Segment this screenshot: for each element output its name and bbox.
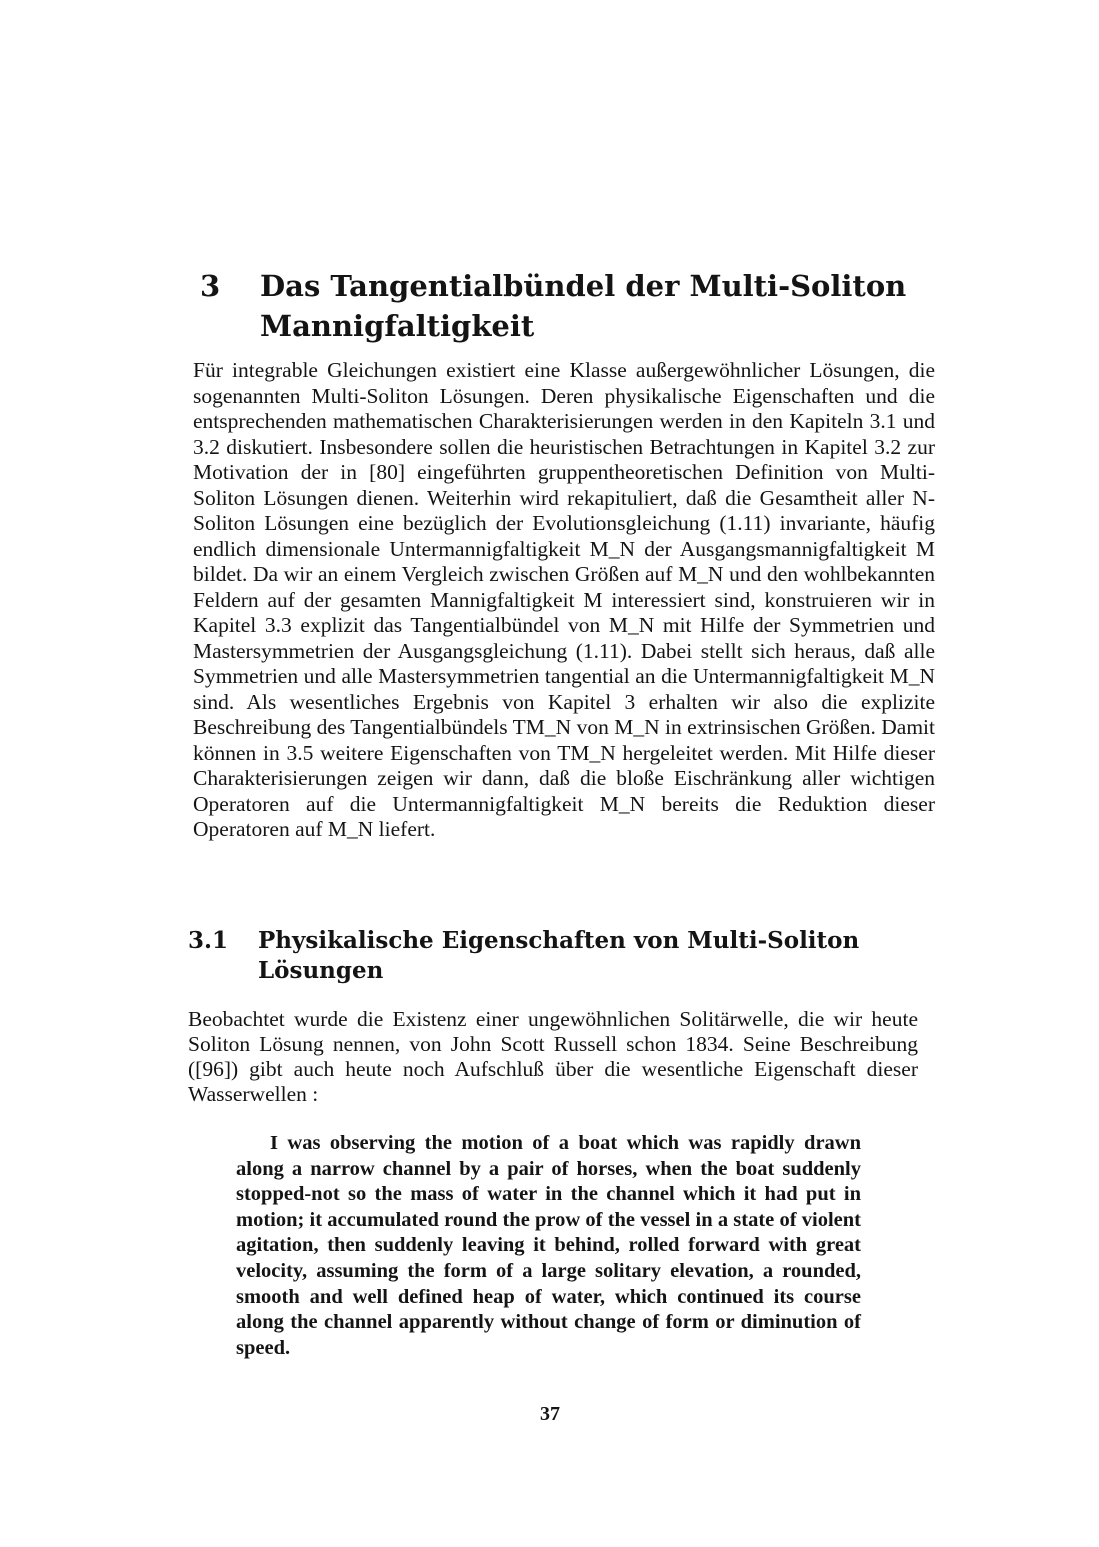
section-title: Physikalische Eigenschaften von Multi-Soliton Lösungen xyxy=(258,927,860,984)
page-number: 37 xyxy=(540,1403,560,1425)
section-number: 3.1 xyxy=(188,927,229,954)
chapter-title: Das Tangentialbündel der Multi-Soliton Mannigfaltigkeit xyxy=(260,269,907,343)
intro-paragraph: Für integrable Gleichungen existiert eine Klasse außergewöhnlicher Lösungen, die sogenannten Multi-Soliton Lösungen. Deren physikalische Eigenschaften und die entsprechenden mathematischen Charakterisierungen werden in den Kapiteln 3.1 und 3.2 diskutiert. Insbesondere sollen die heuristischen Betrachtungen in Kapitel 3.2 zur Motivation der in [80] eingeführten gruppentheoretischen Definition von Multi-Soliton Lösungen dienen. Weiterhin wird rekapituliert, daß die Gesamtheit aller N-Soliton Lösungen eine bezüglich der Evolutionsgleichung (1.11) invariante, häufig endlich dimensionale Untermannigfaltigkeit M_N der Ausgangsmannigfaltigkeit M bildet. Da wir an einem Vergleich zwischen Größen auf M_N und den wohlbekannten Feldern auf der gesamten Mannigfaltigkeit M interessiert sind, konstruieren wir in Kapitel 3.3 explizit das Tangentialbündel von M_N mit Hilfe der Symmetrien und Mastersymmetrien der Ausgangsgleichung (1.11). Dabei stellt sich heraus, daß alle Symmetrien und alle Mastersymmetrien tangential an die Untermannigfaltigkeit M_N sind. Als wesentliches Ergebnis von Kapitel 3 erhalten wir also die explizite Beschreibung des Tangentialbündels TM_N von M_N in extrinsischen Größen. Damit können in 3.5 weitere Eigenschaften von TM_N hergeleitet werden. Mit Hilfe dieser Charakterisierungen zeigen wir dann, daß die bloße Eischränkung aller wichtigen Operatoren auf die Untermannigfaltigkeit M_N bereits die Reduktion dieser Operatoren auf M_N liefert. xyxy=(193,358,935,841)
chapter-number: 3 xyxy=(200,269,221,303)
section-paragraph: Beobachtet wurde die Existenz einer ungewöhnlichen Solitärwelle, die wir heute Soliton Lösung nennen, von John Scott Russell schon 1834. Seine Beschreibung ([96]) gibt auch heute noch Aufschluß über die wesentliche Eigenschaft dieser Wasserwellen : xyxy=(188,1007,918,1106)
russell-quote: I was observing the motion of a boat which was rapidly drawn along a narrow channel by a pair of horses, when the boat suddenly stopped-not so the mass of water in the channel which it had put in motion; it accumulated round the prow of the vessel in a state of violent agitation, then suddenly leaving it behind, rolled forward with great velocity, assuming the form of a large solitary elevation, a rounded, smooth and well defined heap of water, which continued its course along the channel apparently without change of form or diminution of speed. xyxy=(236,1132,861,1359)
